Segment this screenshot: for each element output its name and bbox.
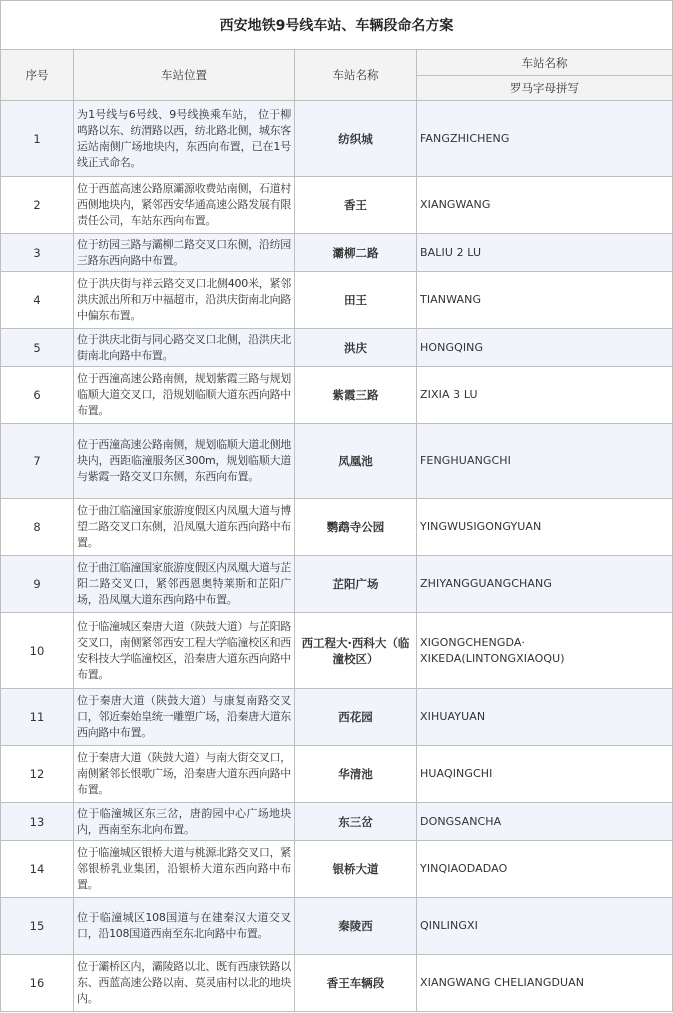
row-location: 位于临潼城区银桥大道与桃源北路交叉口，紧邻银桥乳业集团，沿银桥大道东西向路中布置。 bbox=[74, 841, 295, 898]
row-seq: 16 bbox=[1, 955, 74, 1012]
row-location: 位于洪庆街与祥云路交叉口北侧400米，紧邻洪庆派出所和万中福超市，沿洪庆街南北向路中偏东布置。 bbox=[74, 272, 295, 329]
row-station-name: 鹦鹉寺公园 bbox=[295, 499, 417, 556]
row-location: 位于灞桥区内，灞陵路以北、既有西康铁路以东、西蓝高速公路以南、莫灵庙村以北的地块内。 bbox=[74, 955, 295, 1012]
row-station-name: 紫霞三路 bbox=[295, 367, 417, 424]
row-roman: HUAQINGCHI bbox=[417, 746, 673, 803]
row-roman: XIHUAYUAN bbox=[417, 689, 673, 746]
header-roman: 罗马字母拼写 bbox=[417, 76, 673, 101]
row-location: 位于临潼城区东三岔，唐韵园中心广场地块内，西南至东北向布置。 bbox=[74, 803, 295, 841]
row-location: 位于秦唐大道（陕鼓大道）与康复南路交叉口，邻近秦始皇统一雕塑广场，沿秦唐大道东西向路中布置。 bbox=[74, 689, 295, 746]
row-roman: XIANGWANG CHELIANGDUAN bbox=[417, 955, 673, 1012]
row-location: 位于曲江临潼国家旅游度假区内凤凰大道与芷阳二路交叉口，紧邻西恩奥特莱斯和芷阳广场，沿凤凰大道东西向路中布置。 bbox=[74, 556, 295, 613]
row-location: 位于曲江临潼国家旅游度假区内凤凰大道与博望二路交叉口东侧，沿凤凰大道东西向路中布置。 bbox=[74, 499, 295, 556]
table-row bbox=[1, 367, 673, 424]
row-seq: 5 bbox=[1, 329, 74, 367]
table-row bbox=[1, 272, 673, 329]
header-name-group: 车站名称 bbox=[417, 50, 673, 76]
header-name: 车站名称 bbox=[295, 50, 417, 101]
row-station-name: 香王车辆段 bbox=[295, 955, 417, 1012]
row-location: 位于纺园三路与灞柳二路交叉口东侧，沿纺园三路东西向路中布置。 bbox=[74, 234, 295, 272]
row-seq: 4 bbox=[1, 272, 74, 329]
row-station-name: 灞柳二路 bbox=[295, 234, 417, 272]
row-seq: 15 bbox=[1, 898, 74, 955]
row-roman: YINQIAODADAO bbox=[417, 841, 673, 898]
row-seq: 13 bbox=[1, 803, 74, 841]
table-row bbox=[1, 955, 673, 1012]
row-location: 位于临潼城区秦唐大道（陕鼓大道）与芷阳路交叉口，南侧紧邻西安工程大学临潼校区和西安科技大学临潼校区，沿秦唐大道东西向路中布置。 bbox=[74, 613, 295, 689]
table-row bbox=[1, 329, 673, 367]
page-title: 西安地铁9号线车站、车辆段命名方案 bbox=[1, 1, 673, 50]
row-station-name: 秦陵西 bbox=[295, 898, 417, 955]
row-location: 位于西潼高速公路南侧，规划临顺大道北侧地块内，西距临潼服务区300m，规划临顺大道与紫霞一路交叉口东侧，东西向布置。 bbox=[74, 424, 295, 499]
row-roman: XIANGWANG bbox=[417, 177, 673, 234]
row-roman: YINGWUSIGONGYUAN bbox=[417, 499, 673, 556]
row-station-name: 西工程大·西科大（临潼校区） bbox=[295, 613, 417, 689]
row-seq: 8 bbox=[1, 499, 74, 556]
row-seq: 2 bbox=[1, 177, 74, 234]
row-roman: FENGHUANGCHI bbox=[417, 424, 673, 499]
row-location: 位于西蓝高速公路原灞源收费站南侧，石道村西侧地块内，紧邻西安华通高速公路发展有限责任公司，车站东西向布置。 bbox=[74, 177, 295, 234]
row-roman: ZHIYANGGUANGCHANG bbox=[417, 556, 673, 613]
row-station-name: 纺织城 bbox=[295, 101, 417, 177]
table-row bbox=[1, 841, 673, 898]
row-station-name: 香王 bbox=[295, 177, 417, 234]
row-seq: 1 bbox=[1, 101, 74, 177]
header-seq: 序号 bbox=[1, 50, 74, 101]
row-roman: BALIU 2 LU bbox=[417, 234, 673, 272]
row-roman: HONGQING bbox=[417, 329, 673, 367]
row-location: 位于秦唐大道（陕鼓大道）与南大街交叉口，南侧紧邻长恨歌广场，沿秦唐大道东西向路中布置。 bbox=[74, 746, 295, 803]
table-row bbox=[1, 499, 673, 556]
table-row bbox=[1, 177, 673, 234]
row-seq: 11 bbox=[1, 689, 74, 746]
header-location: 车站位置 bbox=[74, 50, 295, 101]
row-station-name: 东三岔 bbox=[295, 803, 417, 841]
row-station-name: 芷阳广场 bbox=[295, 556, 417, 613]
row-seq: 7 bbox=[1, 424, 74, 499]
table-row bbox=[1, 746, 673, 803]
table-row bbox=[1, 234, 673, 272]
table-row bbox=[1, 689, 673, 746]
row-seq: 3 bbox=[1, 234, 74, 272]
row-station-name: 洪庆 bbox=[295, 329, 417, 367]
row-seq: 10 bbox=[1, 613, 74, 689]
row-location: 为1号线与6号线、9号线换乘车站， 位于柳鸣路以东、纺渭路以西，纺北路北侧，城东客运站南侧广场地块内，东西向布置，已在1号线正式命名。 bbox=[74, 101, 295, 177]
row-roman: DONGSANCHA bbox=[417, 803, 673, 841]
row-location: 位于洪庆北街与同心路交叉口北侧，沿洪庆北街南北向路中布置。 bbox=[74, 329, 295, 367]
table-row bbox=[1, 803, 673, 841]
row-roman: XIGONGCHENGDA· XIKEDA(LINTONGXIAOQU) bbox=[417, 613, 673, 689]
row-roman: FANGZHICHENG bbox=[417, 101, 673, 177]
table-row bbox=[1, 613, 673, 689]
row-roman: TIANWANG bbox=[417, 272, 673, 329]
table-row bbox=[1, 101, 673, 177]
row-station-name: 华清池 bbox=[295, 746, 417, 803]
row-station-name: 银桥大道 bbox=[295, 841, 417, 898]
row-seq: 12 bbox=[1, 746, 74, 803]
row-station-name: 凤凰池 bbox=[295, 424, 417, 499]
row-location: 位于临潼城区108国道与在建秦汉大道交叉口，沿108国道西南至东北向路中布置。 bbox=[74, 898, 295, 955]
table-row bbox=[1, 556, 673, 613]
row-roman: QINLINGXI bbox=[417, 898, 673, 955]
row-seq: 6 bbox=[1, 367, 74, 424]
row-station-name: 西花园 bbox=[295, 689, 417, 746]
row-roman: ZIXIA 3 LU bbox=[417, 367, 673, 424]
row-station-name: 田王 bbox=[295, 272, 417, 329]
row-seq: 9 bbox=[1, 556, 74, 613]
row-seq: 14 bbox=[1, 841, 74, 898]
table-row bbox=[1, 424, 673, 499]
table-row bbox=[1, 898, 673, 955]
row-location: 位于西潼高速公路南侧，规划紫霞三路与规划临顺大道交叉口，沿规划临顺大道东西向路中布置。 bbox=[74, 367, 295, 424]
